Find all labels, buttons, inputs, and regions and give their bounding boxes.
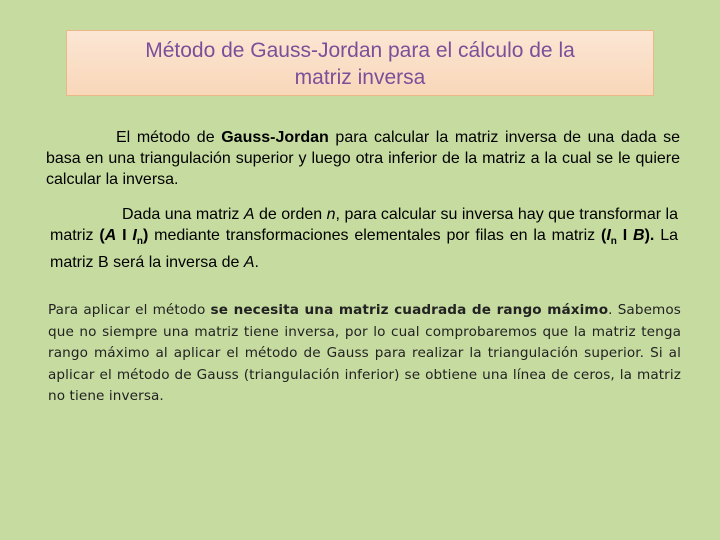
p2-text-2: de orden	[254, 206, 327, 223]
p1-text-pre: El método de	[116, 129, 222, 146]
p2-text-6: .	[254, 254, 259, 272]
p2-text-4: mediante transformaciones elementales por filas en la matriz	[148, 227, 602, 244]
title-line-2: matriz inversa	[294, 66, 426, 89]
p3-text-pre: Para aplicar el método	[48, 302, 211, 318]
title-box	[66, 30, 654, 96]
p2-var-a: A	[243, 206, 255, 223]
p2-matrix-a-in: (A I $I_n$)	[99, 227, 149, 248]
p3-text-post: . Sabemos que no siempre una matriz tiene inversa, por lo cual comprobaremos que la matriz tenga rango máximo al aplicar el método de Gauss para realizar la triangulación superior. Si al aplicar el método de Gauss (triangulación inferior) se obtiene una línea de ceros, la matriz no tiene inversa.	[48, 302, 681, 404]
paragraph-method-application	[48, 300, 681, 408]
paragraph-matrix-definition	[50, 204, 678, 273]
p3-bold-requirement: se necesita una matriz cuadrada de rango máximo	[210, 302, 609, 318]
p1-bold-term: Gauss-Jordan	[221, 129, 329, 146]
p2-var-n: n	[326, 206, 336, 223]
p2-matrix-in-b: ($I_n$ I B).	[601, 227, 655, 248]
title-line-1: Método de Gauss-Jordan para el cálculo de la	[145, 39, 575, 62]
p2-var-a-2: A	[243, 254, 255, 272]
p2-text-5: La matriz B será la inversa de	[50, 227, 679, 272]
paragraph-gauss-jordan	[46, 127, 680, 190]
p1-text-post: para calcular la matriz inversa de una dada se basa en una triangulación superior y luego otra inferior de la matriz a la cual se le quiere calcular la inversa.	[46, 129, 680, 188]
p2-text-1: Dada una matriz	[122, 206, 244, 223]
p2-text-3: , para calcular su inversa hay que transformar la matriz	[50, 206, 679, 244]
